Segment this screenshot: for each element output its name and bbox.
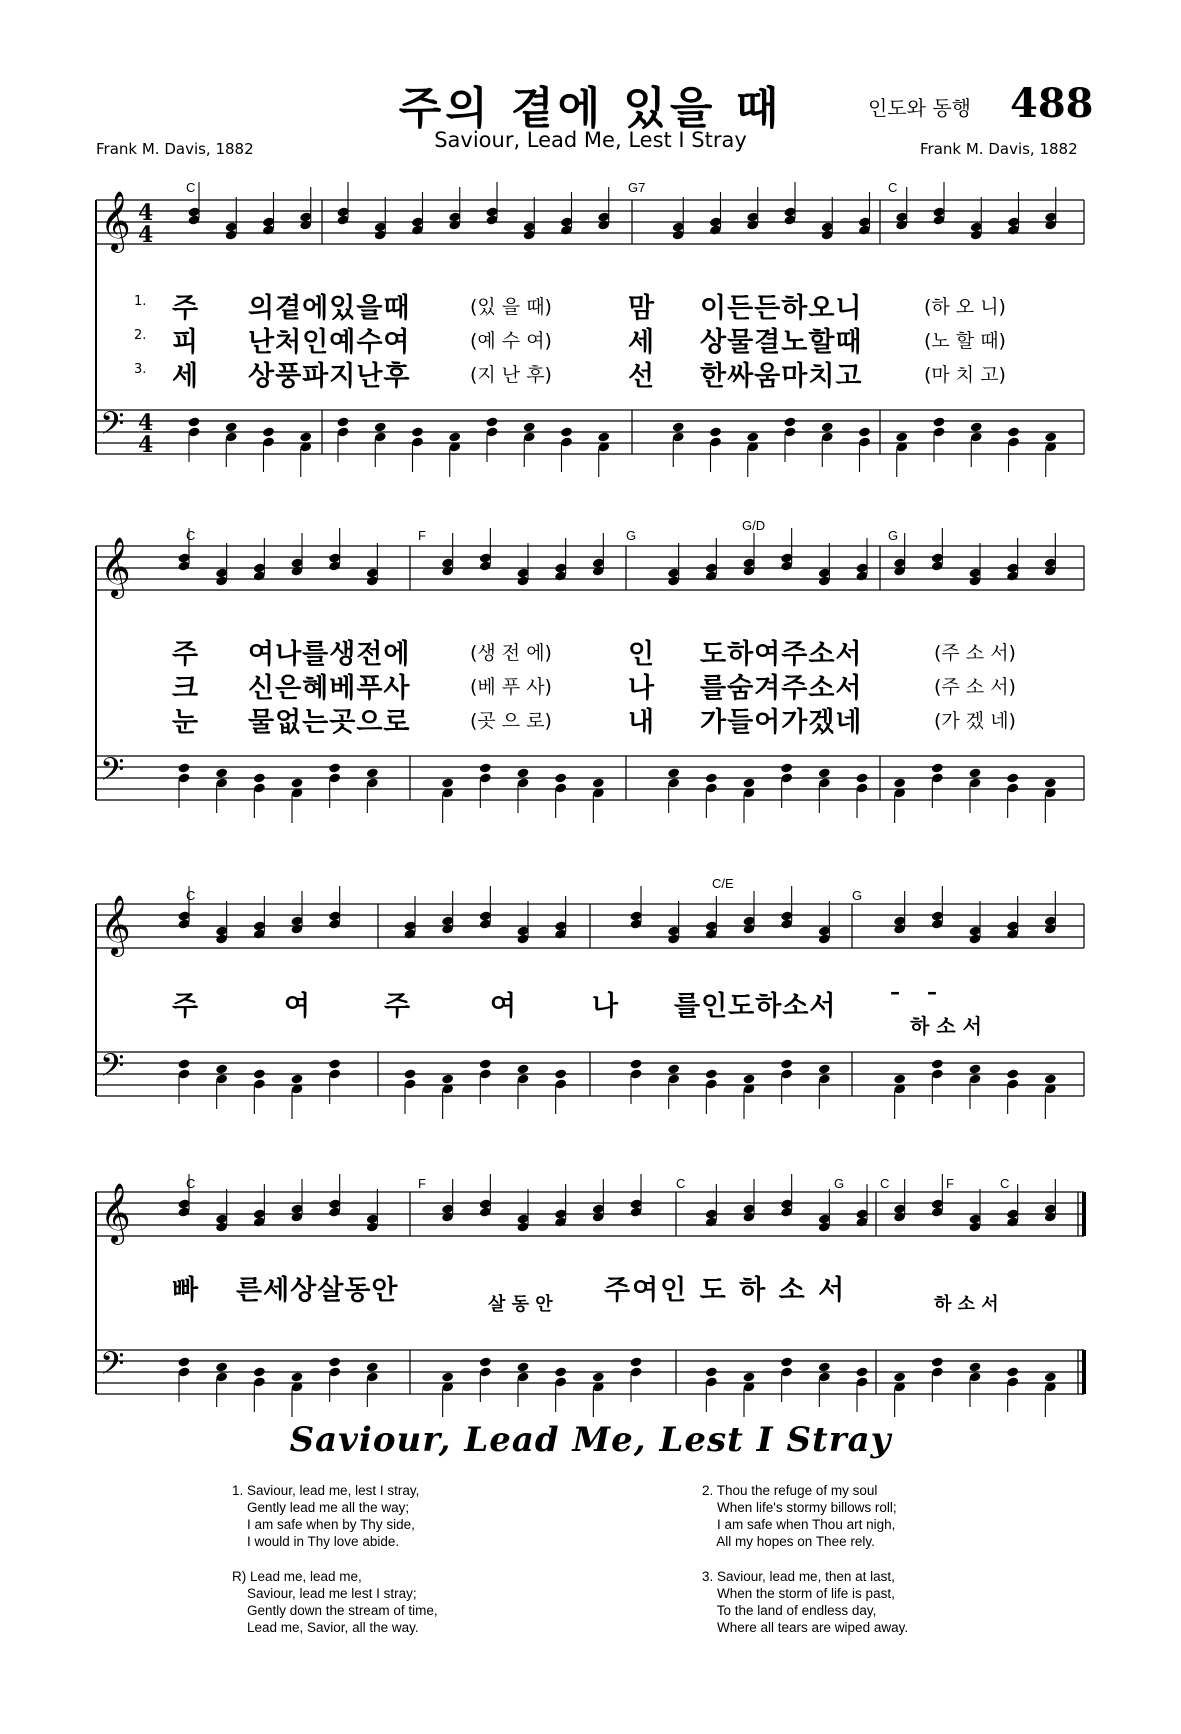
- notehead: [1006, 1366, 1019, 1377]
- notehead: [968, 1361, 981, 1372]
- chord-symbol: F: [418, 528, 426, 543]
- lyric-line: 상물결노할때: [700, 327, 863, 358]
- lyric-syllable: 세: [628, 327, 655, 358]
- notehead: [629, 1058, 642, 1069]
- lyric-syllable: 세: [172, 361, 199, 392]
- notehead: [705, 1068, 718, 1079]
- notehead: [374, 421, 387, 432]
- lyric-syllable: 주: [172, 293, 199, 324]
- notehead: [560, 426, 573, 437]
- notehead: [858, 426, 871, 437]
- notehead: [705, 772, 718, 783]
- hymn-subtitle: Saviour, Lead Me, Lest I Stray: [434, 128, 747, 152]
- notehead: [516, 1361, 529, 1372]
- notehead: [554, 1068, 567, 1079]
- notehead: [667, 1063, 680, 1074]
- lyric-syllable: 크: [172, 673, 199, 704]
- lyric-dashes: – –: [890, 980, 947, 1004]
- time-signature: 4: [138, 432, 154, 458]
- notehead: [187, 416, 200, 427]
- refrain-line: [134, 980, 1064, 1044]
- bass-clef-icon: 𝄢: [100, 405, 125, 449]
- notehead: [516, 1063, 529, 1074]
- notehead: [592, 1371, 605, 1382]
- notehead: [1007, 426, 1020, 437]
- notehead: [448, 431, 461, 442]
- notehead: [336, 416, 349, 427]
- notehead: [742, 1371, 755, 1382]
- notehead: [592, 777, 605, 788]
- notehead: [968, 1063, 981, 1074]
- chord-symbol: F: [418, 1176, 426, 1191]
- author-credit: Frank M. Davis, 1882: [920, 140, 1078, 158]
- notehead: [742, 777, 755, 788]
- notehead: [629, 1356, 642, 1367]
- notehead: [780, 1356, 793, 1367]
- notehead: [290, 777, 303, 788]
- time-signature: 4: [138, 410, 154, 436]
- verse-number: 1.: [134, 294, 147, 309]
- notehead: [441, 1371, 454, 1382]
- notehead: [931, 762, 944, 773]
- lyric-line: 의곁에있을때: [248, 293, 411, 324]
- notehead: [968, 767, 981, 778]
- notehead: [931, 1058, 944, 1069]
- notehead: [328, 1356, 341, 1367]
- lyric-line: 이든든하오니: [700, 293, 863, 324]
- notehead: [783, 416, 796, 427]
- treble-clef-icon: 𝄞: [100, 191, 131, 251]
- notehead: [780, 1058, 793, 1069]
- lyric-line: 물없는곳으로: [248, 707, 411, 738]
- chord-symbol: C: [1000, 1176, 1010, 1191]
- notehead: [479, 1356, 492, 1367]
- notehead: [328, 1058, 341, 1069]
- lyric-echo: (곳 으 로): [470, 710, 552, 732]
- notehead: [970, 421, 983, 432]
- notehead: [931, 1356, 944, 1367]
- bass-clef-icon: 𝄢: [100, 1047, 125, 1091]
- notehead: [554, 1366, 567, 1377]
- notehead: [893, 1371, 906, 1382]
- lyric-echo: (베 푸 사): [470, 676, 552, 698]
- verse-number: 2.: [134, 328, 147, 343]
- notehead: [672, 421, 685, 432]
- notehead: [705, 1366, 718, 1377]
- lyric-line: 난처인예수여: [248, 327, 411, 358]
- lyric-echo: (마 치 고): [924, 364, 1006, 386]
- notehead: [1044, 1073, 1057, 1084]
- lyric-line: 가들어가겠네: [700, 707, 863, 738]
- notehead: [177, 762, 190, 773]
- chord-symbol: F: [946, 1176, 954, 1191]
- notehead: [225, 421, 238, 432]
- hymn-category: 인도와 동행: [868, 96, 971, 120]
- notehead: [1044, 1371, 1057, 1382]
- lyric-syllable: 여: [284, 991, 311, 1022]
- notehead: [177, 1356, 190, 1367]
- notehead: [855, 772, 868, 783]
- lyric-echo: (생 전 에): [470, 642, 552, 664]
- chord-symbol: G7: [628, 180, 646, 195]
- lyric-syllable: 선: [628, 361, 655, 392]
- chord-symbol: C/E: [712, 876, 734, 891]
- bass-clef-icon: 𝄢: [100, 751, 125, 795]
- lyric-syllable: 눈: [172, 707, 199, 738]
- lyric-syllable: 주: [172, 639, 199, 670]
- notehead: [893, 1073, 906, 1084]
- notehead: [366, 767, 379, 778]
- treble-clef-icon: 𝄞: [100, 537, 131, 597]
- chord-symbol: C: [880, 1176, 890, 1191]
- notehead: [821, 421, 834, 432]
- notehead: [253, 1068, 266, 1079]
- notehead: [818, 767, 831, 778]
- notehead: [1044, 431, 1057, 442]
- english-title: Saviour, Lead Me, Lest I Stray: [289, 1420, 892, 1460]
- notehead: [516, 767, 529, 778]
- english-refrain: R) Lead me, lead me, Saviour, lead me lest I stray; Gently down the stream of time, Lead me, Savior, all the way.: [232, 1569, 438, 1635]
- lyric-syllable: 여: [490, 991, 517, 1022]
- hymn-number: 488: [1010, 80, 1094, 127]
- notehead: [709, 426, 722, 437]
- lyric-line: 여나를생전에: [248, 639, 411, 670]
- notehead: [485, 416, 498, 427]
- lyric-echo: (하 오 니): [924, 296, 1006, 318]
- bass-clef-icon: 𝄢: [100, 1345, 125, 1389]
- chord-symbol: C: [186, 1176, 196, 1191]
- notehead: [215, 1361, 228, 1372]
- notehead: [215, 1063, 228, 1074]
- lyric-echo: (있 을 때): [470, 296, 552, 318]
- notehead: [299, 431, 312, 442]
- notehead: [1006, 1068, 1019, 1079]
- lyric-syllable: 주: [172, 991, 199, 1022]
- notehead: [855, 1366, 868, 1377]
- lyric-syllable: 내: [628, 707, 655, 738]
- time-signature: 4: [138, 200, 154, 226]
- chord-symbol: G: [888, 528, 899, 543]
- chord-symbol: G: [626, 528, 637, 543]
- notehead: [818, 1361, 831, 1372]
- lyric-echo: (가 겠 네): [934, 710, 1016, 732]
- lyric-syllable: 나: [592, 991, 619, 1022]
- notehead: [554, 772, 567, 783]
- final-line: [134, 1268, 1064, 1328]
- lyric-syllable: 나: [628, 673, 655, 704]
- lyric-echo: (주 소 서): [934, 642, 1016, 664]
- english-verse-2: 2. Thou the refuge of my soul When life's stormy billows roll; I am safe when Thou art nigh, All my hopes on Thee rely.: [702, 1483, 897, 1549]
- lyric-line: 도하여주소서: [700, 639, 863, 670]
- notehead: [523, 421, 536, 432]
- notehead: [1044, 777, 1057, 788]
- notehead: [742, 1073, 755, 1084]
- chord-symbol: G: [852, 888, 863, 903]
- notehead: [290, 1371, 303, 1382]
- lyric-echo: (지 난 후): [470, 364, 552, 386]
- notehead: [403, 1068, 416, 1079]
- notehead: [290, 1073, 303, 1084]
- lyric-echo: (노 할 때): [924, 330, 1006, 352]
- notehead: [328, 762, 341, 773]
- notehead: [479, 762, 492, 773]
- notehead: [667, 767, 680, 778]
- lyric-syllable: 빠: [172, 1275, 199, 1306]
- lyric-echo: 하 소 서: [934, 1294, 999, 1315]
- treble-clef-icon: 𝄞: [100, 1183, 131, 1243]
- notehead: [1006, 772, 1019, 783]
- lyric-syllable: 주: [384, 991, 411, 1022]
- composer-credit: Frank M. Davis, 1882: [96, 140, 254, 158]
- time-signature: 4: [138, 222, 154, 248]
- lyric-line: 른세상살동안: [236, 1275, 399, 1306]
- lyric-line: 주여인 도 하 소 서: [604, 1275, 847, 1306]
- notehead: [253, 1366, 266, 1377]
- chord-symbol: G/D: [742, 518, 766, 533]
- chord-symbol: C: [186, 888, 196, 903]
- notehead: [479, 1058, 492, 1069]
- hymn-title: 주의 곁에 있을 때: [398, 83, 783, 134]
- lyric-line: 신은혜베푸사: [248, 673, 411, 704]
- lyric-line: 상풍파지난후: [248, 361, 411, 392]
- lyric-echo: (예 수 여): [470, 330, 552, 352]
- notehead: [262, 426, 275, 437]
- notehead: [597, 431, 610, 442]
- notehead: [441, 777, 454, 788]
- lyric-syllable: 맘: [628, 293, 655, 324]
- notehead: [895, 431, 908, 442]
- lyric-syllable: 인: [628, 639, 655, 670]
- verse-number: 3.: [134, 362, 147, 377]
- notehead: [411, 426, 424, 437]
- notehead: [253, 772, 266, 783]
- chord-symbol: C: [186, 528, 196, 543]
- notehead: [177, 1058, 190, 1069]
- notehead: [893, 777, 906, 788]
- notehead: [746, 431, 759, 442]
- notehead: [215, 767, 228, 778]
- lyric-line: 한싸움마치고: [700, 361, 863, 392]
- chord-symbol: G: [834, 1176, 845, 1191]
- notehead: [818, 1063, 831, 1074]
- treble-clef-icon: 𝄞: [100, 895, 131, 955]
- lyric-line: 를숨겨주소서: [700, 673, 863, 704]
- lyric-echo: (주 소 서): [934, 676, 1016, 698]
- lyric-line: 를인도하소서: [674, 991, 837, 1022]
- notehead: [366, 1361, 379, 1372]
- english-verse-3: 3. Saviour, lead me, then at last, When the storm of life is past, To the land of endless day, Where all tears are wiped away.: [702, 1569, 909, 1635]
- chord-symbol: C: [186, 180, 196, 195]
- notehead: [932, 416, 945, 427]
- notehead: [441, 1073, 454, 1084]
- lyric-syllable: 피: [172, 327, 199, 358]
- chord-symbol: C: [888, 180, 898, 195]
- english-verse-1: 1. Saviour, lead me, lest I stray, Gently lead me all the way; I am safe when by Thy side, I would in Thy love abide.: [232, 1483, 420, 1549]
- lyric-echo: 살 동 안: [488, 1294, 553, 1315]
- lyric-echo: 하 소 서: [910, 1014, 982, 1038]
- chord-symbol: C: [676, 1176, 686, 1191]
- notehead: [780, 762, 793, 773]
